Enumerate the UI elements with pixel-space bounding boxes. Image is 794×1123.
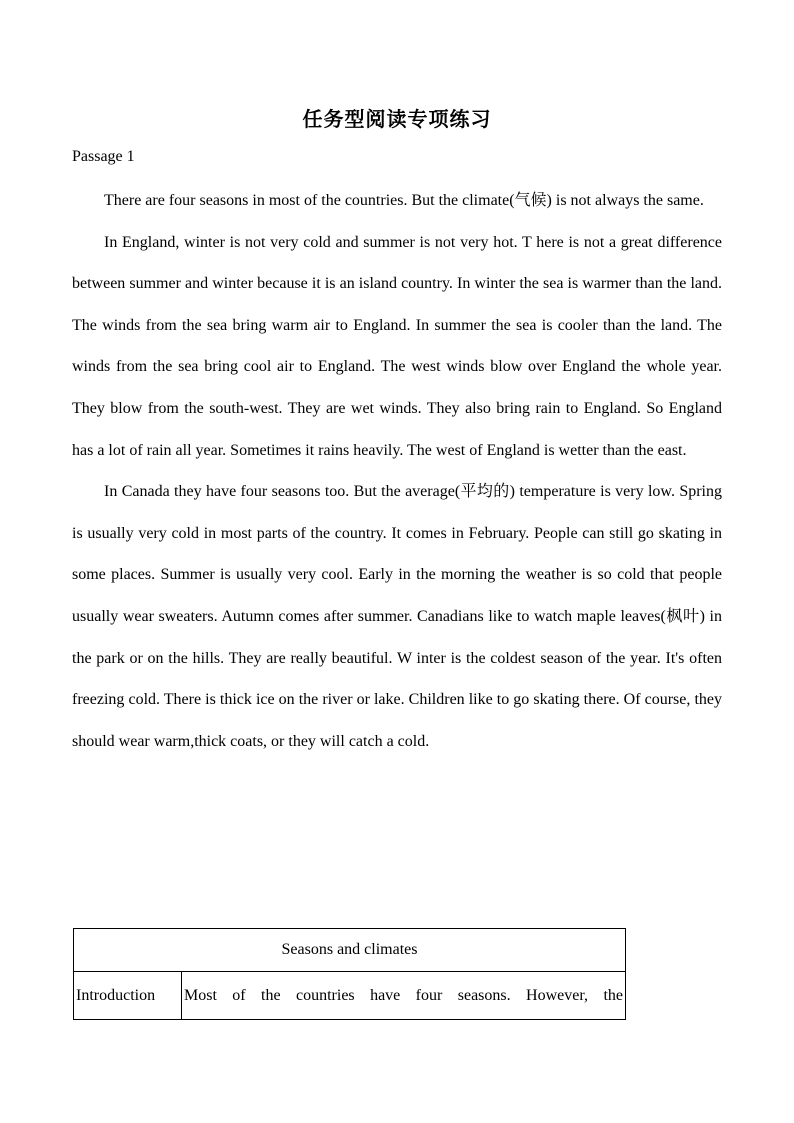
table-heading-row	[74, 929, 626, 972]
seasons-table	[73, 928, 626, 1020]
table-heading: Seasons and climates	[74, 929, 626, 972]
passage-label: Passage 1	[72, 148, 135, 165]
table-row-label: Introduction	[74, 972, 182, 1020]
page-title: 任务型阅读专项练习	[302, 107, 492, 131]
table-row-text: Most of the countries have four seasons. However, the	[182, 972, 626, 1020]
paragraph-canada: In Canada they have four seasons too. But the average(平均的) temperature is very low. Spring is usually very cold in most parts of the country. It comes in February. People can still go skating in some places. Summer is usually very cool. Early in the morning the weather is so cold that people usually wear sweaters. Autumn comes after summer. Canadians like to watch maple leaves(枫叶) in the park or on the hills. They are really beautiful. W inter is the coldest season of the year. It's often freezing cold. There is thick ice on the river or lake. Children like to go skating there. Of course, they should wear warm,thick coats, or they will catch a cold.	[72, 483, 722, 750]
paragraph-england: In England, winter is not very cold and summer is not very hot. T here is not a great difference between summer and winter because it is an island country. In winter the sea is warmer than the land. The winds from the sea bring warm air to England. In summer the sea is cooler than the land. The winds from the sea bring cool air to England. The west winds blow over England the whole year. They blow from the south-west. They are wet winds. They also bring rain to England. So England has a lot of rain all year. Sometimes it rains heavily. The west of England is wetter than the east.	[72, 233, 722, 459]
passage-body	[72, 180, 722, 762]
table-row	[74, 972, 626, 1020]
paragraph-intro: There are four seasons in most of the countries. But the climate(气候) is not always the same.	[104, 192, 704, 209]
